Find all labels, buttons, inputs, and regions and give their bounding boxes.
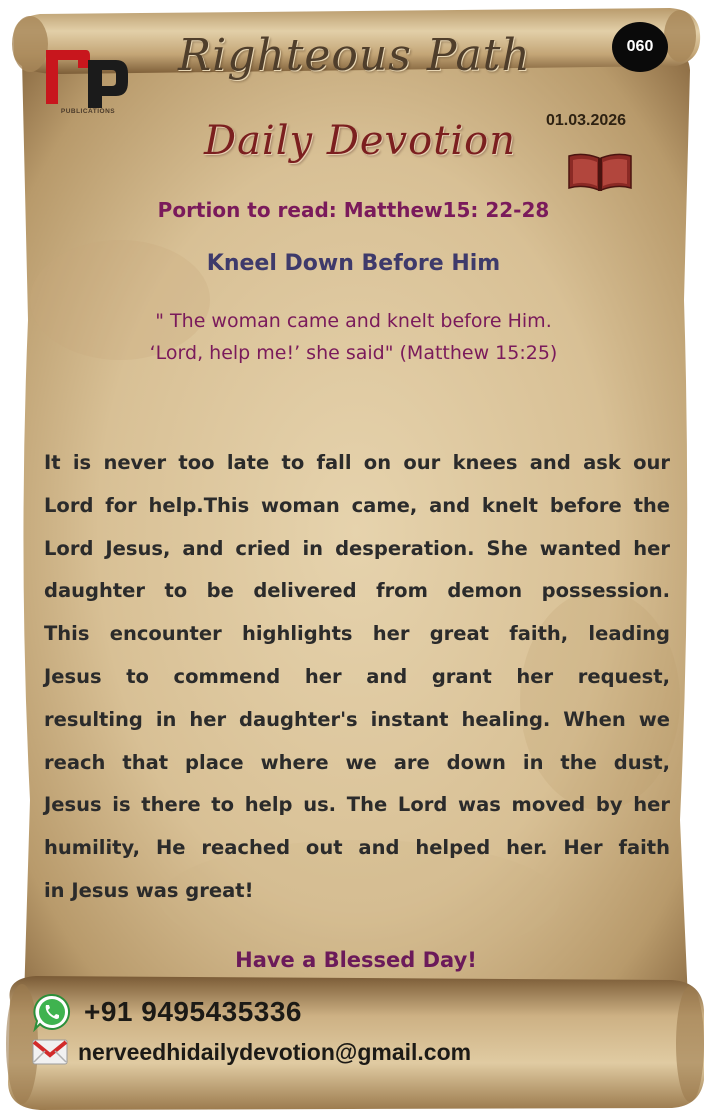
body-line: in Jesus was great! — [44, 878, 254, 902]
body-line: Lord Jesus, and cried in desperation. She wanted her — [44, 536, 670, 560]
whatsapp-icon — [32, 992, 72, 1032]
devotion-date: 01.03.2026 — [546, 112, 627, 129]
phone-number[interactable]: +91 9495435336 — [84, 996, 302, 1027]
mail-icon — [32, 1038, 68, 1066]
phone-contact — [32, 992, 302, 1032]
verse-line: " The woman came and knelt before Him. — [155, 310, 552, 332]
body-line: It is never too late to fall on our knees and ask our — [44, 451, 670, 474]
key-verse — [80, 305, 627, 369]
devotion-heading: Kneel Down Before Him — [206, 251, 501, 276]
open-book-icon — [565, 150, 635, 194]
email-address[interactable]: nerveedhidailydevotion@gmail.com — [78, 1038, 472, 1065]
body-line: Jesus is there to help us. The Lord was moved by her — [44, 793, 670, 817]
issue-number-badge: 060 — [612, 22, 668, 72]
verse-line: ‘Lord, help me!’ she said" (Matthew 15:25) — [149, 342, 558, 364]
brand-title: Righteous Path — [178, 30, 531, 81]
body-line: This encounter highlights her great faith, leading — [44, 622, 670, 646]
reading-portion: Portion to read: Matthew15: 22-28 — [157, 198, 550, 222]
body-line: humility, He reached out and helped her. Her faith — [44, 836, 670, 860]
daily-devotion-title: Daily Devotion — [204, 118, 516, 164]
body-line: daughter to be delivered from demon possession. — [44, 579, 670, 603]
body-line: Lord for help.This woman came, and knelt before the — [44, 493, 670, 517]
body-line: Jesus to commend her and grant her request, — [44, 664, 670, 688]
logo-caption: PUBLICATIONS — [60, 108, 116, 115]
email-contact — [32, 1038, 471, 1066]
body-line: reach that place where we are down in the dust, — [44, 750, 670, 774]
closing-blessing: Have a Blessed Day! — [235, 948, 477, 972]
body-line: resulting in her daughter's instant healing. When we — [44, 707, 670, 731]
devotion-body — [44, 442, 670, 913]
